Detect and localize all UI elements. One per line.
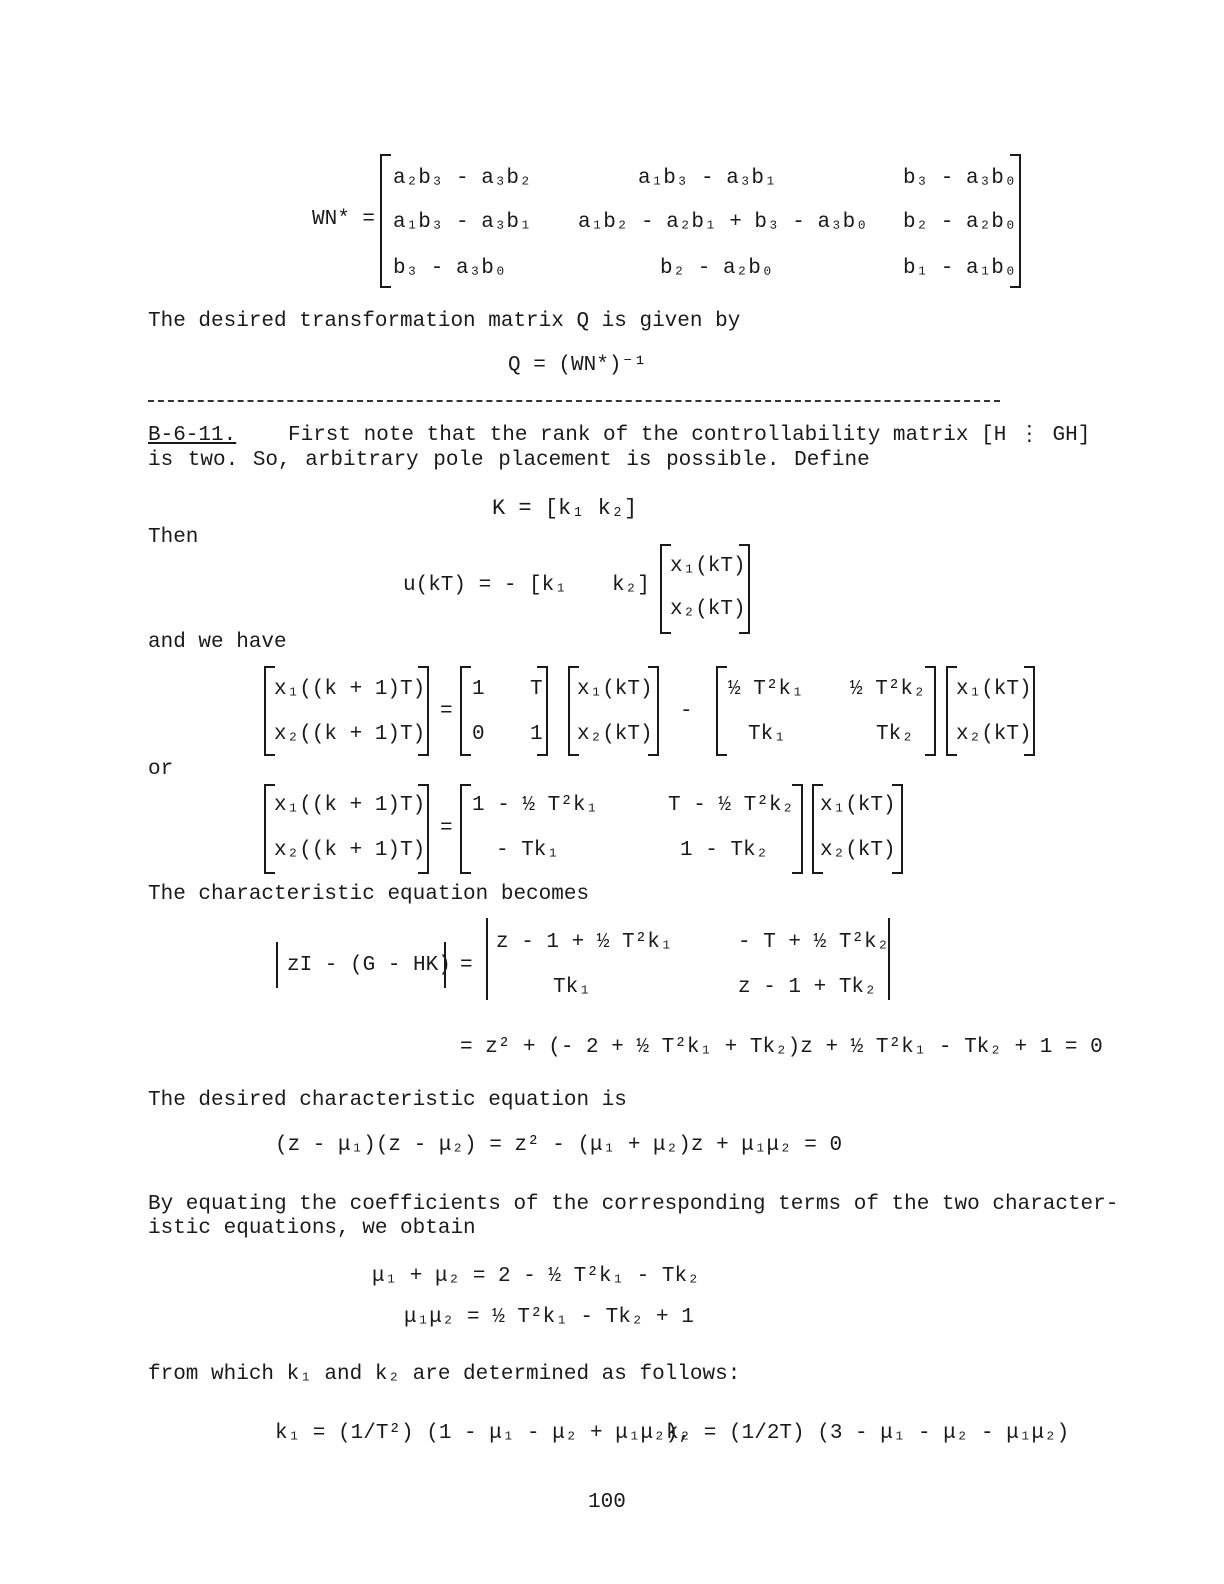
se2-x1: x₁(kT) xyxy=(820,794,896,817)
se1-equals: = xyxy=(440,700,453,723)
det-rhs-right-bar xyxy=(888,918,890,1000)
se1-b21: Tk₁ xyxy=(748,723,786,746)
coef-equation-2: μ₁μ₂ = ½ T²k₁ - Tk₂ + 1 xyxy=(404,1306,694,1329)
se2-c11: 1 - ½ T²k₁ xyxy=(472,794,599,817)
det-lhs: zI - (G - HK) xyxy=(287,954,451,977)
wn-matrix-label: WN* = xyxy=(312,208,376,231)
equating-text-1: By equating the coefficients of the corresponding terms of the two character- xyxy=(148,1193,1119,1216)
se2-c-left-bracket xyxy=(460,784,471,874)
se2-equals: = xyxy=(440,817,453,840)
page-number: 100 xyxy=(588,1491,626,1514)
se1-a22: 1 xyxy=(530,723,543,746)
and-we-have-label: and we have xyxy=(148,631,287,654)
wn-r2c1: a₁b₃ - a₃b₁ xyxy=(393,211,532,234)
problem-line1: First note that the rank of the controllability matrix [H ⋮ GH] xyxy=(288,424,1091,447)
char-expanded: = z² + (- 2 + ½ T²k₁ + Tk₂)z + ½ T²k₁ - Tk₂ + 1 = 0 xyxy=(460,1036,1103,1059)
det-lhs-right-bar xyxy=(444,942,446,988)
se1-y1: x₁(kT) xyxy=(956,678,1032,701)
u-eq-k2: k₂] xyxy=(612,574,650,597)
or-label: or xyxy=(148,758,174,781)
then-label: Then xyxy=(148,526,199,549)
det-d21: Tk₁ xyxy=(553,976,591,999)
det-rhs-left-bar xyxy=(486,918,488,1000)
wn-r3c3: b₁ - a₁b₀ xyxy=(903,257,1017,280)
k2-solution: k₂ = (1/2T) (3 - μ₁ - μ₂ - μ₁μ₂) xyxy=(666,1422,1070,1445)
intro-text: The desired transformation matrix Q is given by xyxy=(148,310,741,333)
se2-c21: - Tk₁ xyxy=(496,839,560,862)
se1-x1: x₁(kT) xyxy=(577,678,653,701)
desired-intro: The desired characteristic equation is xyxy=(148,1089,627,1112)
se1-b22: Tk₂ xyxy=(876,723,914,746)
from-which-text: from which k₁ and k₂ are determined as follows: xyxy=(148,1363,741,1386)
u-vec-x2: x₂(kT) xyxy=(670,598,746,621)
u-eq-lhs: u(kT) = - [k₁ xyxy=(403,574,567,597)
characteristic-intro: The characteristic equation becomes xyxy=(148,883,590,906)
u-vec-x1: x₁(kT) xyxy=(670,555,746,578)
wn-r3c2: b₂ - a₂b₀ xyxy=(660,257,774,280)
wn-left-bracket xyxy=(380,154,391,288)
det-d22: z - 1 + Tk₂ xyxy=(738,976,877,999)
se2-lhs1: x₁((k + 1)T) xyxy=(274,794,426,817)
det-d11: z - 1 + ½ T²k₁ xyxy=(496,931,673,954)
se1-minus: - xyxy=(680,700,693,723)
problem-line2: is two. So, arbitrary pole placement is possible. Define xyxy=(148,449,870,472)
se1-b11: ½ T²k₁ xyxy=(728,678,804,701)
desired-equation: (z - μ₁)(z - μ₂) = z² - (μ₁ + μ₂)z + μ₁μ₂ = 0 xyxy=(275,1134,843,1157)
wn-r2c2: a₁b₂ - a₂b₁ + b₃ - a₃b₀ xyxy=(578,211,868,234)
q-equation: Q = (WN*)⁻¹ xyxy=(508,354,647,377)
wn-r1c3: b₃ - a₃b₀ xyxy=(903,167,1017,190)
wn-r1c1: a₂b₃ - a₃b₂ xyxy=(393,167,532,190)
equating-text-2: istic equations, we obtain xyxy=(148,1217,476,1240)
wn-r2c3: b₂ - a₂b₀ xyxy=(903,211,1017,234)
coef-equation-1: μ₁ + μ₂ = 2 - ½ T²k₁ - Tk₂ xyxy=(372,1265,700,1288)
se2-c12: T - ½ T²k₂ xyxy=(668,794,795,817)
se1-a-left-bracket xyxy=(460,666,471,756)
det-d12: - T + ½ T²k₂ xyxy=(738,931,890,954)
wn-r1c2: a₁b₃ - a₃b₁ xyxy=(638,167,777,190)
det-lhs-left-bar xyxy=(276,942,278,988)
se2-lhs2: x₂((k + 1)T) xyxy=(274,839,426,862)
se1-lhs2: x₂((k + 1)T) xyxy=(274,723,426,746)
se2-x2: x₂(kT) xyxy=(820,839,896,862)
k1-solution: k₁ = (1/T²) (1 - μ₁ - μ₂ + μ₁μ₂), xyxy=(275,1422,691,1445)
wn-r3c1: b₃ - a₃b₀ xyxy=(393,257,507,280)
se2-c22: 1 - Tk₂ xyxy=(680,839,769,862)
se1-x2: x₂(kT) xyxy=(577,723,653,746)
problem-id: B-6-11. xyxy=(148,424,237,447)
se1-b-left-bracket xyxy=(716,666,727,756)
se1-a12: T xyxy=(530,678,543,701)
k-definition: K = [k₁ k₂] xyxy=(492,496,638,521)
se1-a21: 0 xyxy=(472,723,485,746)
section-divider xyxy=(148,400,1000,402)
se1-y2: x₂(kT) xyxy=(956,723,1032,746)
se1-lhs1: x₁((k + 1)T) xyxy=(274,678,426,701)
det-equals: = xyxy=(460,954,473,977)
se1-a11: 1 xyxy=(472,678,485,701)
se1-b12: ½ T²k₂ xyxy=(850,678,926,701)
se1-b-right-bracket xyxy=(925,666,936,756)
